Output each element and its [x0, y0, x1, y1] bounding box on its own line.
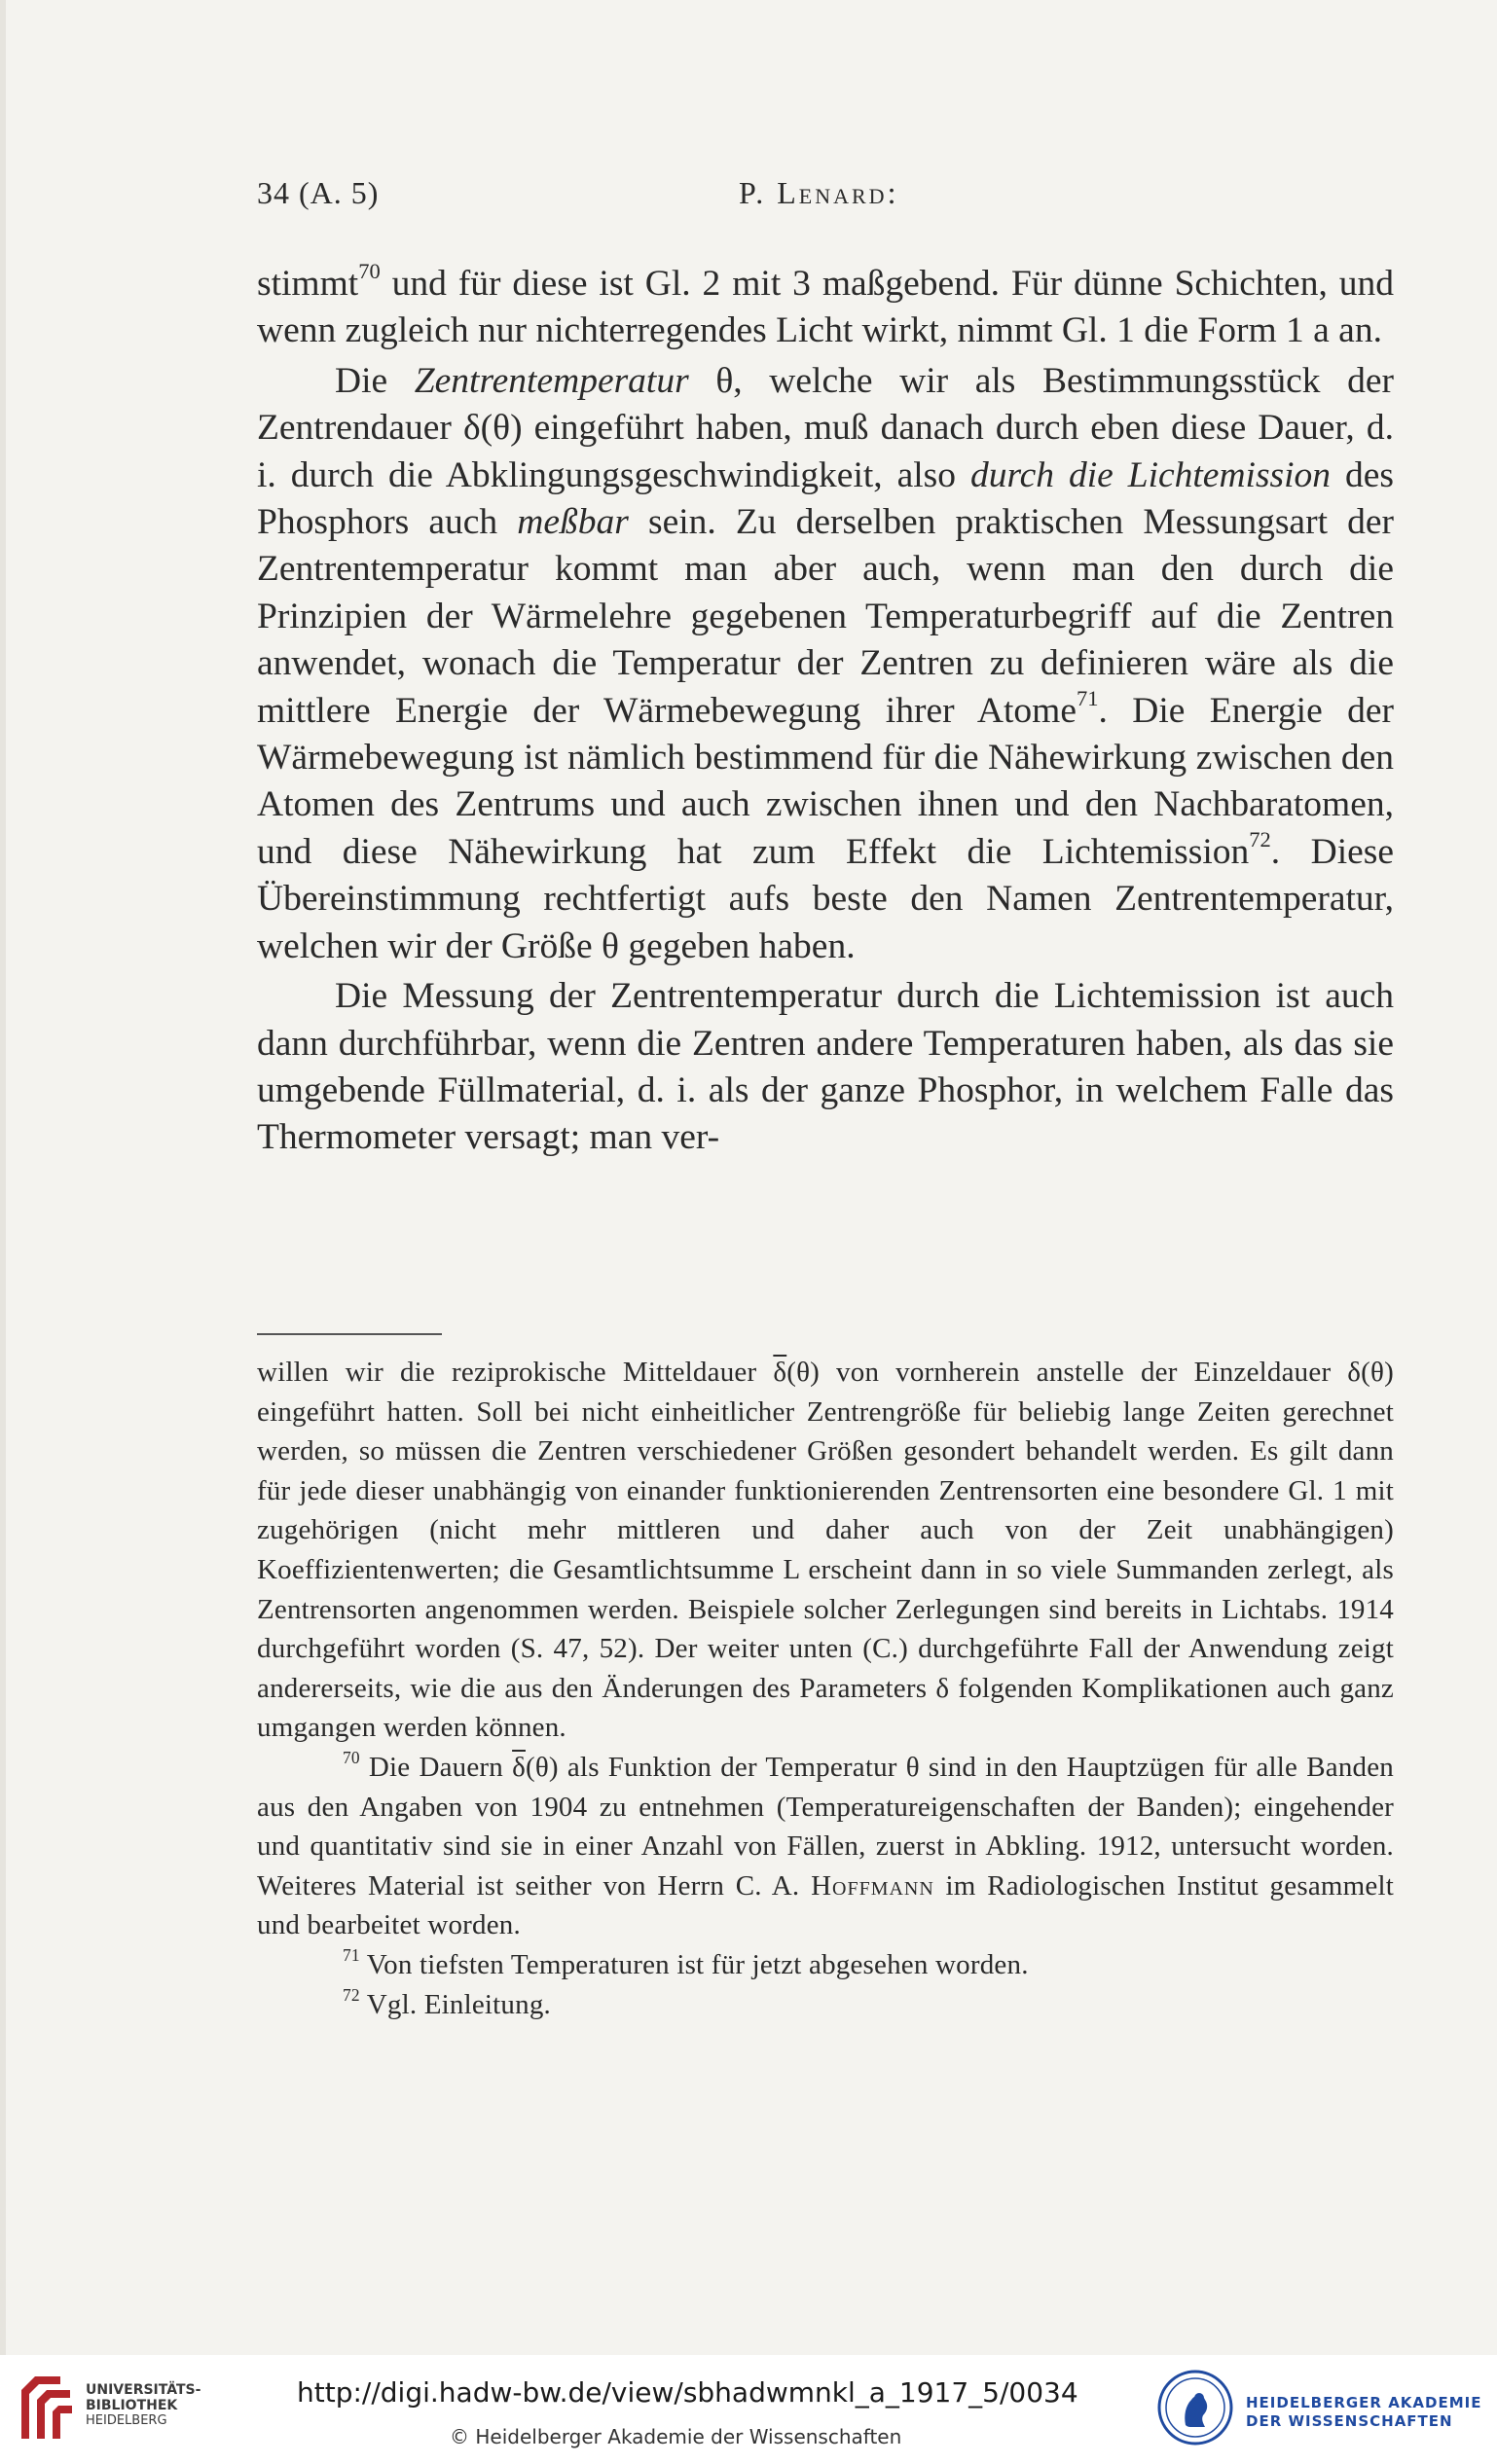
copyright-notice: © Heidelberger Akademie der Wissenschaften	[450, 2425, 902, 2448]
text-run: stimmt	[257, 264, 359, 304]
text-run: Von tiefsten Temperaturen ist für jetzt abgesehen worden.	[359, 1948, 1029, 1980]
running-author: P. Lenard:	[739, 175, 899, 210]
footnote-number: 72	[343, 1984, 360, 2005]
text-run: . Diese Übereinstimmung rechtfertigt aufs beste den Namen Zentrentemperatur, welchen wir der Größe θ gegeben haben.	[257, 831, 1394, 966]
footnote-ref-72: 72	[1249, 827, 1271, 852]
text-run: Vgl. Einleitung.	[359, 1988, 551, 2020]
text-run: (θ) von vornherein anstelle der Einzeldauer δ(θ) eingeführt hatten. Soll bei nicht einheitlicher Zentrengröße für beliebig lange Zeiten gerechnet werden, so müssen die Zentren verschiedener Größen gesondert behandelt werden. Es gilt dann für jede dieser unabhängig von einander funktionierenden Zentrensorten eine besondere Gl. 1 mit zugehörigen (nicht mehr mittleren und daher auch von der Zeit unabhängigen) Koeffizientenwerten; die Gesamtlichtsumme L erscheint dann in so viele Summanden zerlegt, als Zentrensorten angenommen werden. Beispiele solcher Zerlegungen sind bereits in Lichtabs. 1914 durchgeführt worden (S. 47, 52). Der weiter unten (C.) durchgeführte Fall der Anwendung zeigt andererseits, wie die aus den Änderungen des Parameters δ folgenden Komplikationen auch ganz umgangen werden können.	[257, 1357, 1394, 1744]
footnote-ref-70: 70	[358, 259, 381, 284]
library-name-line: UNIVERSITÄTS-	[86, 2382, 201, 2398]
viewer-footer	[0, 2355, 1497, 2464]
text-run: im Radiologischen Institut gesammelt und bearbeitet worden.	[257, 1869, 1394, 1941]
library-name	[86, 2382, 201, 2429]
main-text	[257, 261, 1394, 1162]
emphasis-messbar: meßbar	[517, 502, 629, 543]
paragraph-1	[257, 261, 1394, 355]
overline-delta: $\overline{\delta}$	[512, 1751, 526, 1783]
footnote-number: 70	[343, 1747, 360, 1767]
academy-name	[1246, 2394, 1482, 2431]
overline-delta: $\overline{\delta}$	[773, 1357, 787, 1388]
footnote-continuation	[257, 1353, 1394, 1748]
footnote-70	[257, 1748, 1394, 1945]
paragraph-2	[257, 358, 1394, 970]
library-name-line: HEIDELBERG	[86, 2413, 167, 2428]
footnotes	[257, 1353, 1394, 2024]
footnote-72	[257, 1985, 1394, 2025]
text-run: . Die Energie der Wärmebewegung ist nämlich bestimmend für die Nähewirkung zwischen den Atomen des Zentrums und auch zwischen ihnen und den Nachbaratomen, und diese Nähewirkung hat zum Effekt die Lichtemission	[257, 690, 1394, 872]
library-logo-icon	[16, 2371, 76, 2445]
text-run: Die Dauern	[359, 1751, 513, 1783]
text-run: des Phosphors auch	[257, 454, 1394, 543]
footnote-71	[257, 1945, 1394, 1985]
emphasis-zentrentemperatur: Zentrentemperatur	[414, 360, 689, 401]
paragraph-3: Die Messung der Zentrentemperatur durch die Lichtemission ist auch dann durchführbar, wenn die Zentren andere Temperaturen haben, als das sie umgebende Füllmaterial, d. i. als der ganze Phosphor, in welchem Falle das Thermometer versagt; man ver-	[257, 976, 1394, 1158]
text-run: (θ) als Funktion der Temperatur θ sind in den Hauptzügen für alle Banden aus den Angaben von 1904 zu entnehmen (Temperatureigenschaften der Banden); eingehender und quantitativ sind sie in einer Anzahl von Fällen, zuerst in Abkling. 1912, untersucht worden. Weiteres Material ist seither von Herrn C. A.	[257, 1751, 1394, 1902]
running-header	[257, 175, 1394, 214]
page-reference: 34 (A. 5)	[257, 175, 380, 210]
name-hoffmann: Hoffmann	[811, 1869, 934, 1902]
text-run: willen wir die reziprokische Mitteldauer	[257, 1357, 774, 1388]
footnote-divider	[257, 1333, 442, 1335]
academy-seal-icon	[1156, 2369, 1234, 2446]
footnote-number: 71	[343, 1944, 360, 1965]
emphasis-lichtemission: durch die Lichtemission	[969, 454, 1332, 495]
text-run: sein. Zu derselben praktischen Messungsart der Zentrentemperatur kommt man aber auch, wenn man den durch die Prinzipien der Wärmelehre gegebenen Temperaturbegriff auf die Zentren anwendet, wonach die Temperatur der Zentren zu definieren wäre als die mittlere Energie der Wärmebewegung ihrer Atome	[257, 502, 1394, 731]
library-name-line: BIBLIOTHEK	[86, 2398, 178, 2413]
academy-name-line: HEIDELBERGER AKADEMIE	[1246, 2394, 1482, 2411]
footnote-ref-71: 71	[1076, 685, 1099, 710]
academy-name-line: DER WISSENSCHAFTEN	[1246, 2412, 1453, 2430]
text-run: und für diese ist Gl. 2 mit 3 maßgebend. Für dünne Schichten, und wenn zugleich nur nichterregendes Licht wirkt, nimmt Gl. 1 die Form 1 a an.	[257, 264, 1394, 351]
text-run: θ, welche wir als Bestimmungsstück der Zentrendauer δ(θ) eingeführt haben, muß danach durch eben diese Dauer, d. i. durch die Abklingungsgeschwindigkeit, also	[257, 360, 1394, 495]
text-run: Die	[335, 360, 415, 401]
permalink-url[interactable]: http://digi.hadw-bw.de/view/sbhadwmnkl_a_1917_5/0034	[297, 2376, 1078, 2409]
